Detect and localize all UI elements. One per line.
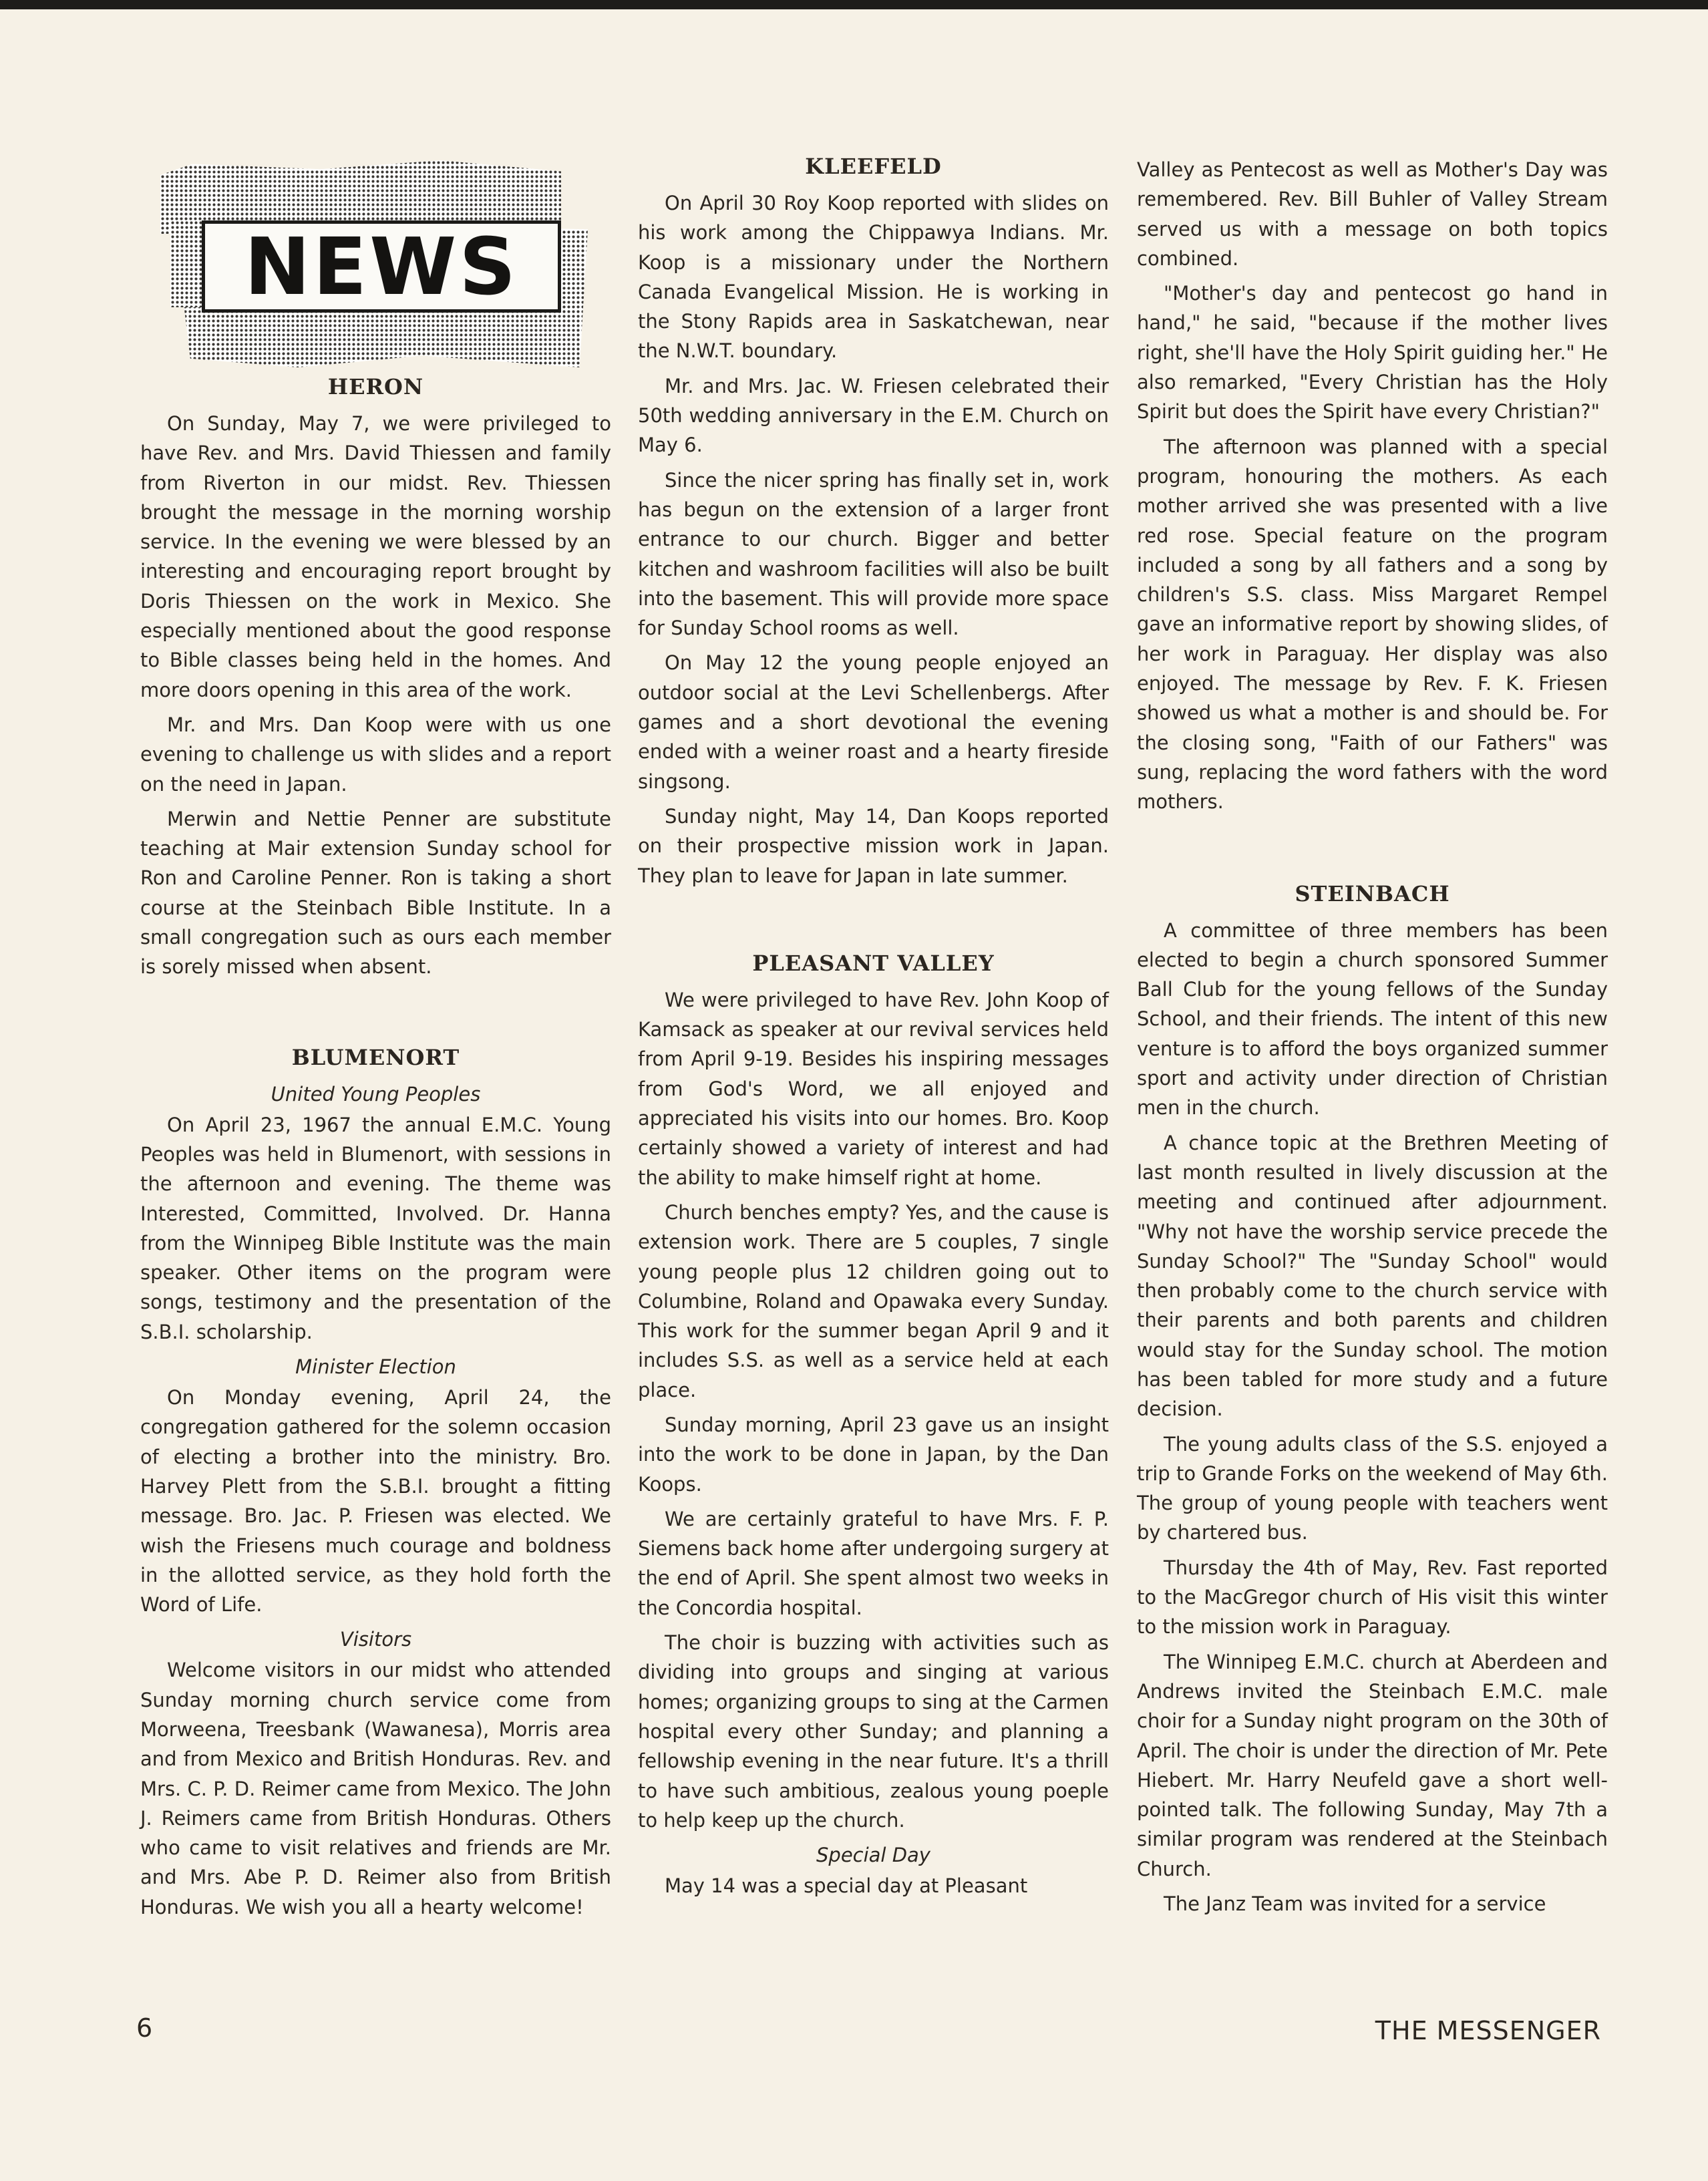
paragraph: Merwin and Nettie Penner are substitute teaching at Mair extension Sunday school for Ron and Caroline Penner. Ron is taking a short course at the Steinbach Bible Institute. In a small congregation such as ours each member is sorely missed when absent.: [140, 807, 611, 979]
section-kleefeld: [638, 154, 1109, 890]
subheading: United Young Peoples: [271, 1082, 481, 1106]
paragraph: Thursday the 4th of May, Rev. Fast reported to the MacGregor church of His visit this winter to the mission work in Paraguay.: [1137, 1556, 1608, 1639]
section-title: HERON: [327, 374, 424, 399]
paragraph: The young adults class of the S.S. enjoyed a trip to Grande Forks on the weekend of May 6th. The group of young people with teachers went by chartered bus.: [1137, 1432, 1608, 1544]
section-title: BLUMENORT: [291, 1044, 460, 1070]
column-middle: [638, 154, 1109, 1906]
section-steinbach: [1137, 881, 1608, 1919]
paragraph: The choir is buzzing with activities such as dividing into groups and singing at various homes; organizing groups to sing at the Carmen hospital every other Sunday; and planning a fellowship evening in the near future. It's a thrill to have such ambitious, zealous young poeple to help keep up the church.: [638, 1631, 1109, 1832]
paragraph: On Monday evening, April 24, the congregation gathered for the solemn occasion of electing a brother into the ministry. Bro. Harvey Plett from the S.B.I. brought a fitting message. Bro. Jac. P. Friesen was elected. We wish the Friesens much courage and boldness in the allotted service, as they hold forth the Word of Life.: [140, 1386, 611, 1617]
section-title: KLEEFELD: [805, 154, 942, 179]
section-heron: [140, 374, 611, 982]
column-right: [1137, 155, 1608, 1924]
paragraph: Sunday morning, April 23 gave us an insight into the work to be done in Japan, by the Dan Koops.: [638, 1413, 1109, 1496]
section-title: PLEASANT VALLEY: [752, 950, 995, 976]
paragraph: A chance topic at the Brethren Meeting of last month resulted in lively discussion at the meeting and continued after adjournment. "Why not have the worship service precede the Sunday School?" The "Sunday School" would then probably come to the church service with their parents and both parents and children would stay for the Sunday school. The motion has been tabled for more study and a future decision.: [1137, 1131, 1608, 1421]
paragraph: Church benches empty? Yes, and the cause is extension work. There are 5 couples, 7 single young people plus 12 children going out to Columbine, Roland and Opawaka every Sunday. This work for the summer began April 9 and it includes S.S. as well as a service held at each place.: [638, 1200, 1109, 1401]
news-banner: [140, 154, 611, 374]
paragraph: Welcome visitors in our midst who attended Sunday morning church service come from Morweena, Treesbank (Wawanesa), Morris area and from Mexico and British Honduras. Rev. and Mrs. C. P. D. Reimer came from Mexico. The John J. Reimers came from British Honduras. Others who came to visit relatives and friends are Mr. and Mrs. Abe P. D. Reimer also from British Honduras. We wish you all a hearty welcome!: [140, 1659, 611, 1918]
paragraph: Mr. and Mrs. Jac. W. Friesen celebrated their 50th wedding anniversary in the E.M. Church on May 6.: [638, 374, 1109, 457]
top-edge: [0, 0, 1708, 9]
publication-name: THE MESSENGER: [1375, 2016, 1601, 2045]
paragraph: A committee of three members has been elected to begin a church sponsored Summer Ball Club for the young fellows of the Sunday School, and their friends. The intent of this new venture is to afford the boys organized summer sport and activity under direction of Christian men in the church.: [1137, 918, 1608, 1120]
paragraph: On Sunday, May 7, we were privileged to have Rev. and Mrs. David Thiessen and family from Riverton in our midst. Rev. Thiessen brought the message in the morning worship service. In the evening we were blessed by an interesting and encouraging report brought by Doris Thiessen on the work in Mexico. She especially mentioned about the good response to Bible classes being held in the homes. And more doors opening in this area of the work.: [140, 412, 611, 701]
subheading: Minister Election: [295, 1355, 456, 1379]
paragraph: Valley as Pentecost as well as Mother's Day was remembered. Rev. Bill Buhler of Valley Stream served us with a message on both topics combined.: [1137, 158, 1608, 270]
section-blumenort: [140, 1045, 611, 1922]
news-word: NEWS: [244, 220, 519, 313]
paragraph: We are certainly grateful to have Mrs. F. P. Siemens back home after undergoing surgery at the end of April. She spent almost two weeks in the Concordia hospital.: [638, 1507, 1109, 1619]
paragraph: The Janz Team was invited for a service: [1164, 1892, 1546, 1916]
paragraph: On April 23, 1967 the annual E.M.C. Young Peoples was held in Blumenort, with sessions in the afternoon and evening. The theme was Interested, Committed, Involved. Dr. Hanna from the Winnipeg Bible Institute was the main speaker. Other items on the program were songs, testimony and the presentation of the S.B.I. scholarship.: [140, 1113, 611, 1343]
paragraph: "Mother's day and pentecost go hand in hand," he said, "because if the mother lives right, she'll have the Holy Spirit guiding her." He also remarked, "Every Christian has the Holy Spirit but does the Spirit have every Christian?": [1137, 282, 1608, 424]
subheading: Special Day: [816, 1844, 930, 1867]
news-box: [202, 220, 561, 313]
paragraph: Mr. and Mrs. Dan Koop were with us one evening to challenge us with slides and a report on the need in Japan.: [140, 713, 611, 796]
section-pleasant-valley-continued: [1137, 155, 1608, 817]
paragraph: Since the nicer spring has finally set in, work has begun on the extension of a larger front entrance to our church. Bigger and better kitchen and washroom facilities will also be built into the basement. This will provide more space for Sunday School rooms as well.: [638, 468, 1109, 640]
paragraph: On April 30 Roy Koop reported with slides on his work among the Chippawya Indians. Mr. Koop is a missionary under the Northern Canada Evangelical Mission. He is working in the Stony Rapids area in Saskatchewan, near the N.W.T. boundary.: [638, 192, 1109, 363]
paragraph: May 14 was a special day at Pleasant: [665, 1874, 1028, 1898]
section-pleasant-valley: [638, 951, 1109, 1901]
subheading: Visitors: [339, 1628, 412, 1651]
paragraph: Sunday night, May 14, Dan Koops reported on their prospective mission work in Japan. They plan to leave for Japan in late summer.: [638, 804, 1109, 887]
paragraph: The Winnipeg E.M.C. church at Aberdeen and Andrews invited the Steinbach E.M.C. male choir for a Sunday night program on the 30th of April. The choir is under the direction of Mr. Pete Hiebert. Mr. Harry Neufeld gave a short well-pointed talk. The following Sunday, May 7th a similar program was rendered at the Steinbach Church.: [1137, 1650, 1608, 1880]
paragraph: The afternoon was planned with a special program, honouring the mothers. As each mother arrived she was presented with a live red rose. Special feature on the program included a song by all fathers and a song by children's S.S. class. Miss Margaret Rempel gave an informative report by showing slides, of her work in Paraguay. Her display was also enjoyed. The message by Rev. F. K. Friesen showed us what a mother is and should be. For the closing song, "Faith of our Fathers" was sung, replacing the word fathers with the word mothers.: [1137, 435, 1608, 814]
section-title: STEINBACH: [1295, 880, 1450, 906]
column-left: [140, 154, 611, 1927]
paragraph: On May 12 the young people enjoyed an outdoor social at the Levi Schellenbergs. After games and a short devotional the evening ended with a weiner roast and a hearty fireside singsong.: [638, 651, 1109, 793]
paragraph: We were privileged to have Rev. John Koop of Kamsack as speaker at our revival services held from April 9-19. Besides his inspiring messages from God's Word, we all enjoyed and appreciated his visits into our homes. Bro. Koop certainly showed a variety of interest and had the ability to make himself right at home.: [638, 988, 1109, 1189]
page-number: 6: [136, 2013, 153, 2043]
